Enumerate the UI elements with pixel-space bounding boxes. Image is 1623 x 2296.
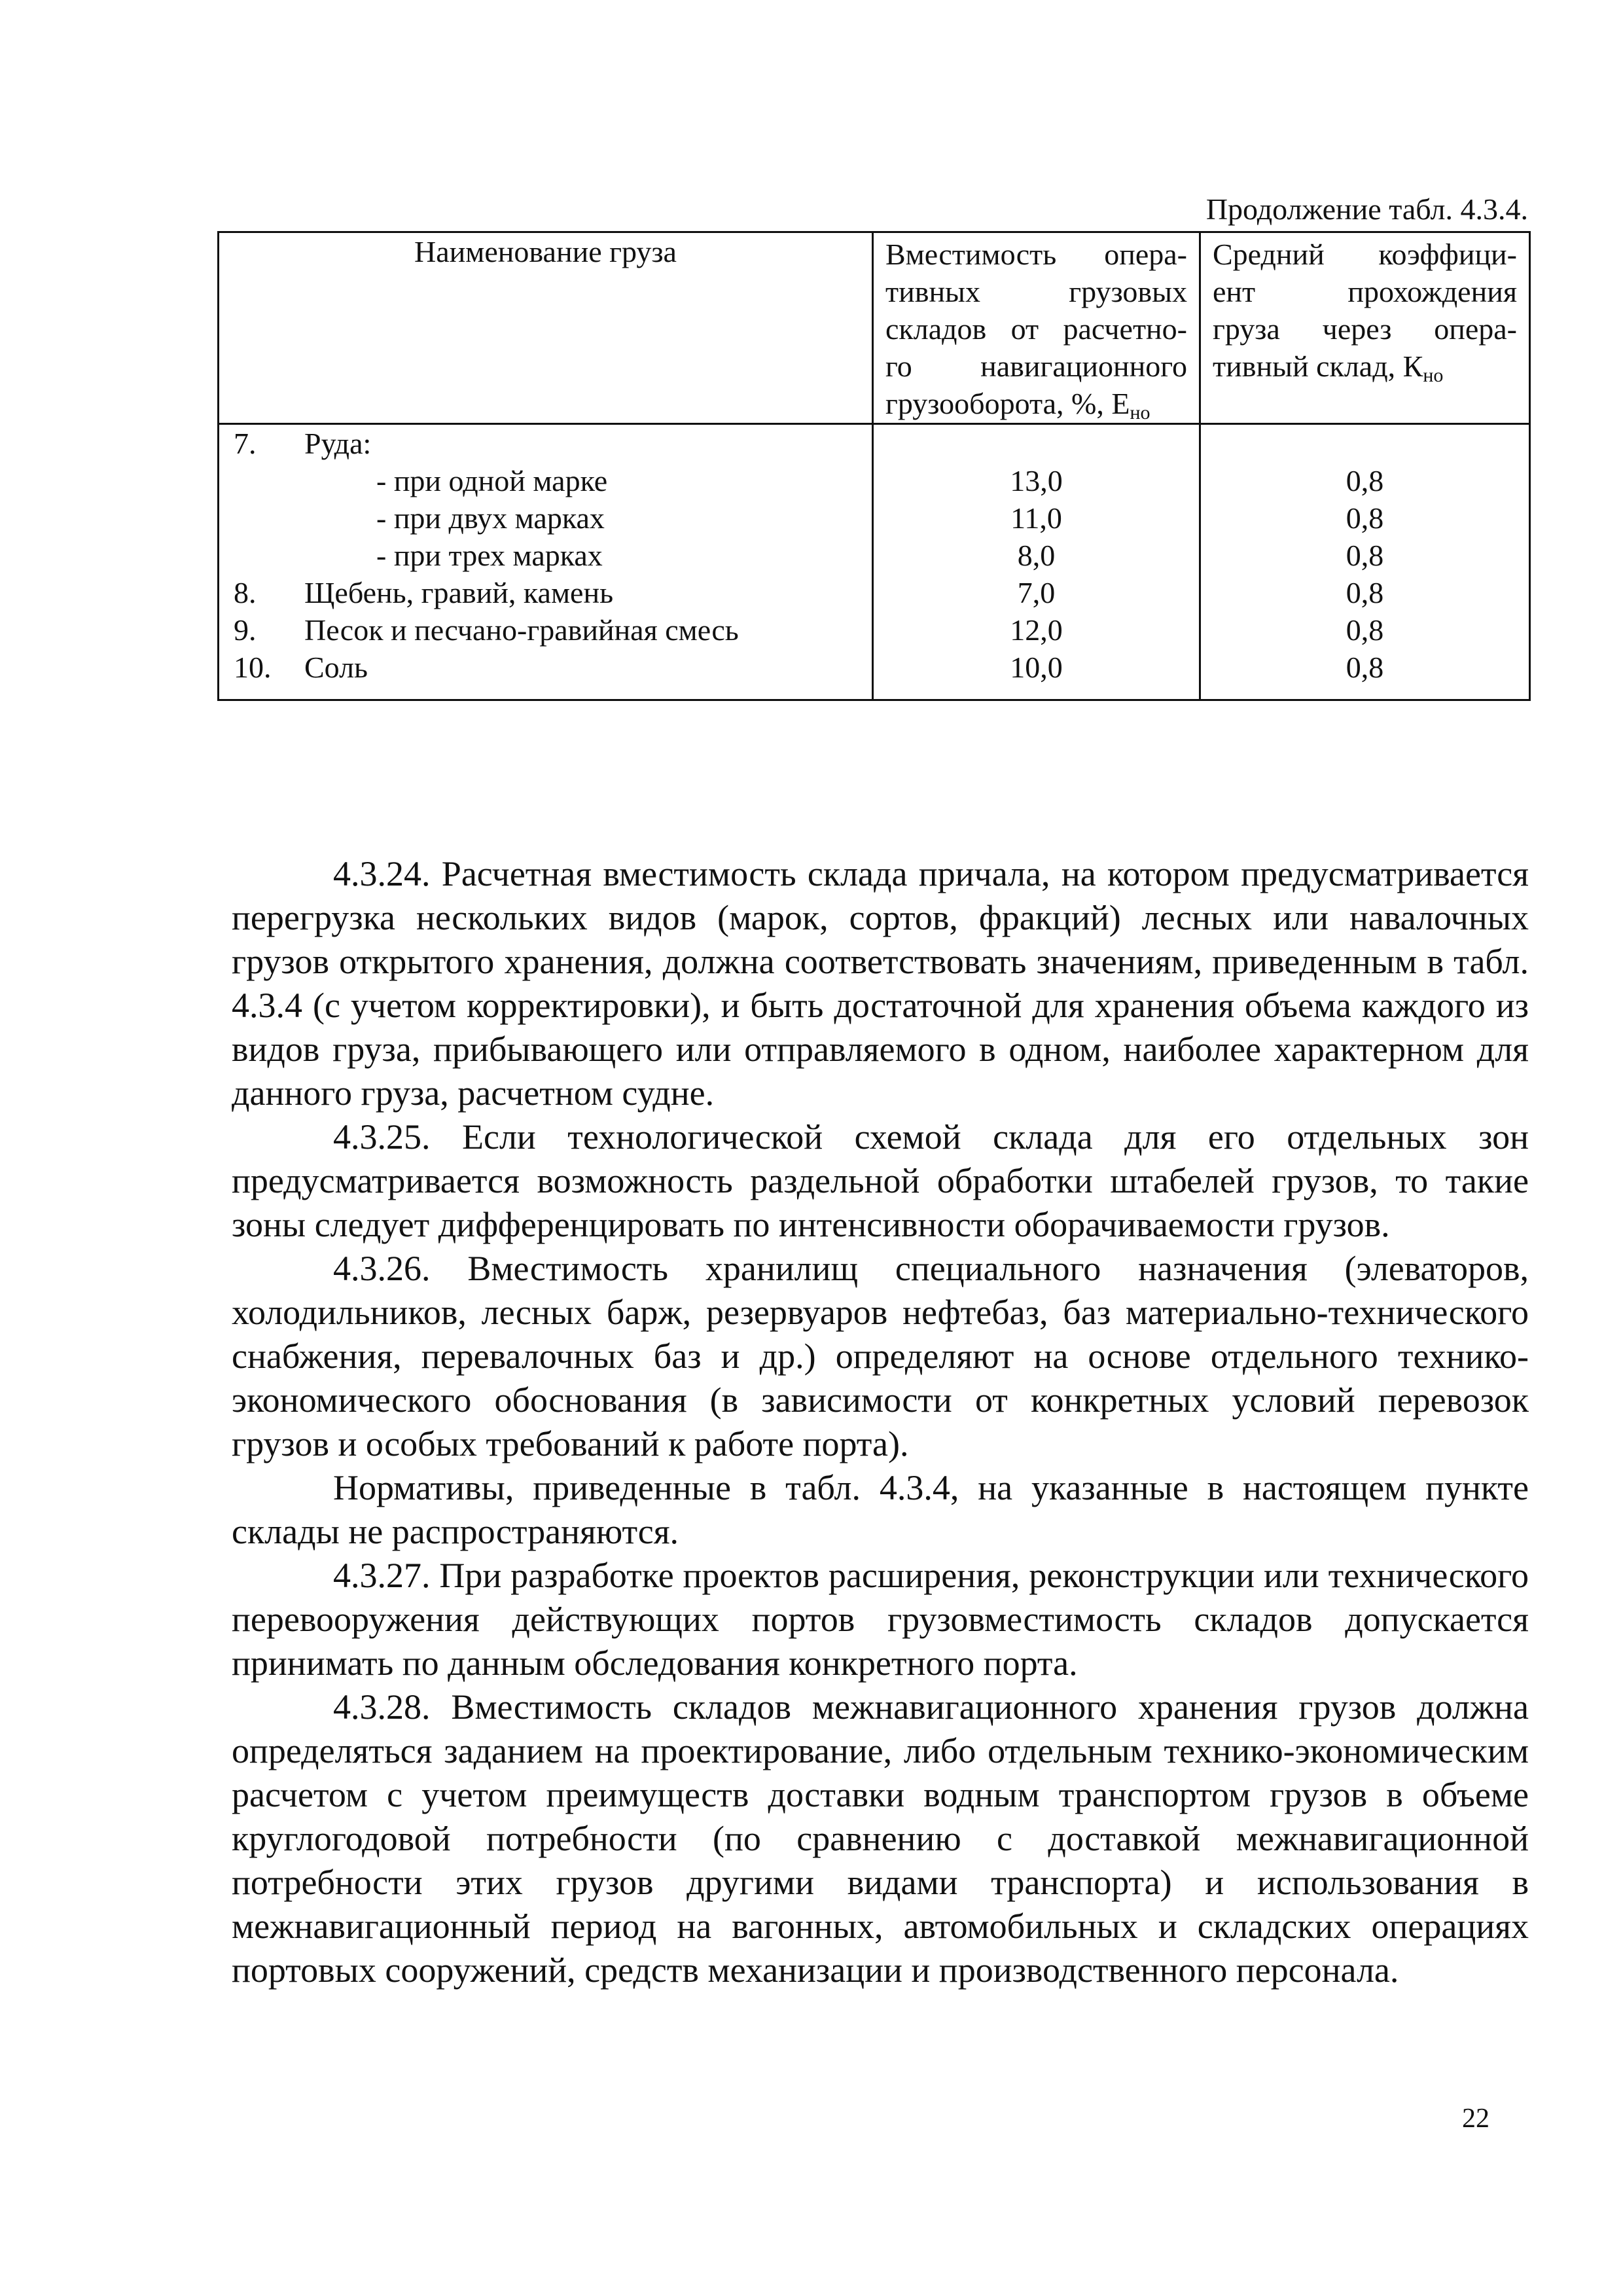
capacity-cell [873,424,1200,575]
row-number: 7. [234,427,257,460]
header-coef-line: груза через опера- [1213,312,1517,346]
paragraph-4-3-24: 4.3.24. Расчетная вместимость склада причала, на котором предусматривается перегрузка нескольких видов (марок, сортов, фракций) лесных или навалочных грузов открытого хранения, должна соответствовать значениям, приведенным в табл. 4.3.4 (с учетом корректировки), и быть достаточной для хранения объема каждого из видов груза, прибывающего или отправляемого в одном, наиболее характерном для данного груза, расчетном судне. [232,854,1529,1113]
capacity-value: 13,0 [1010,464,1063,497]
paragraph-4-3-26: 4.3.26. Вместимость хранилищ специального назначения (элеваторов, холодильников, лесных барж, резервуаров нефтебаз, баз материально-технического снабжения, перевалочных баз и др.) определяют на основе отдельного технико-экономического обоснования (в зависимости от конкретных условий перевозок грузов и особых требований к работе порта). [232,1249,1529,1463]
row-name-cell [219,424,873,575]
header-coef-subscript: но [1423,365,1444,386]
coefficient-value: 0,8 [1346,613,1384,647]
coefficient-cell [1200,649,1530,700]
paragraph-4-3-27: 4.3.27. При разработке проектов расширения, реконструкции или технического перевооружения действующих портов грузовместимость складов допускается принимать по данным обследования конкретного порта. [232,1556,1529,1683]
table-row [219,424,1530,575]
paragraph-4-3-28: 4.3.28. Вместимость складов межнавигационного хранения грузов должна определяться заданием на проектирование, либо отдельным технико-экономическим расчетом с учетом преимуществ доставки водным транспортом грузов в объеме круглогодовой потребности (по сравнению с доставкой межнавигационной потребности этих грузов другими видами транспорта) и использования в межнавигационный период на вагонных, автомобильных и складских операциях портовых сооружений, средств механизации и производственного персонала. [232,1687,1529,1990]
header-cargo-name: Наименование груза [219,232,873,424]
table-row [219,649,1530,700]
coefficient-cell [1200,424,1530,575]
capacity-value: 12,0 [1010,613,1063,647]
header-capacity-line: го навигационного [885,350,1187,383]
header-capacity-line: грузооборота, %, Е [885,387,1130,420]
table-row [219,611,1530,649]
capacity-value: 11,0 [1010,501,1062,535]
row-name-cell [219,574,873,611]
coefficient-value: 0,8 [1346,464,1384,497]
coefficient-value: 0,8 [1346,539,1384,572]
row-name-cell [219,649,873,700]
header-capacity-line: тивных грузовых [885,275,1187,308]
header-coef-line: ент прохождения [1213,275,1517,308]
row-name: Щебень, гравий, камень [304,576,614,609]
header-capacity-line: Вместимость опера- [885,238,1187,271]
coefficient-cell [1200,611,1530,649]
table-row [219,574,1530,611]
row-number: 10. [234,651,272,684]
row-name: Соль [304,651,368,684]
header-coefficient [1200,232,1530,424]
table-header-row [219,232,1530,424]
capacity-value: 7,0 [1017,576,1056,609]
header-capacity-line: складов от расчетно- [885,312,1187,346]
subitem-label: - при двух марках [376,501,605,535]
capacity-cell [873,574,1200,611]
row-name: Руда: [304,427,372,460]
row-name: Песок и песчано-гравийная смесь [304,613,739,647]
row-name-cell [219,611,873,649]
coefficient-value: 0,8 [1346,576,1384,609]
header-capacity-subscript: но [1130,402,1150,423]
header-coef-line: тивный склад, К [1213,350,1423,383]
cargo-capacity-table [217,231,1531,701]
body-text [232,852,1529,1992]
coefficient-cell [1200,574,1530,611]
capacity-cell [873,611,1200,649]
subitem-label: - при одной марке [376,464,608,497]
capacity-cell [873,649,1200,700]
capacity-value: 8,0 [1017,539,1056,572]
header-capacity [873,232,1200,424]
coefficient-value: 0,8 [1346,651,1384,684]
row-number: 8. [234,576,257,609]
capacity-value: 10,0 [1010,651,1063,684]
subitem-label: - при трех марках [376,539,603,572]
table-continuation-label: Продолжение табл. 4.3.4. [1205,192,1528,226]
coefficient-value: 0,8 [1346,501,1384,535]
row-number: 9. [234,613,257,647]
paragraph-normatives: Нормативы, приведенные в табл. 4.3.4, на указанные в настоящем пункте склады не распространяются. [232,1468,1529,1551]
paragraph-4-3-25: 4.3.25. Если технологической схемой склада для его отдельных зон предусматривается возможность раздельной обработки штабелей грузов, то такие зоны следует дифференцировать по интенсивности оборачиваемости грузов. [232,1117,1529,1244]
header-coef-line: Средний коэффици- [1213,238,1517,271]
page-number: 22 [1462,2104,1489,2134]
